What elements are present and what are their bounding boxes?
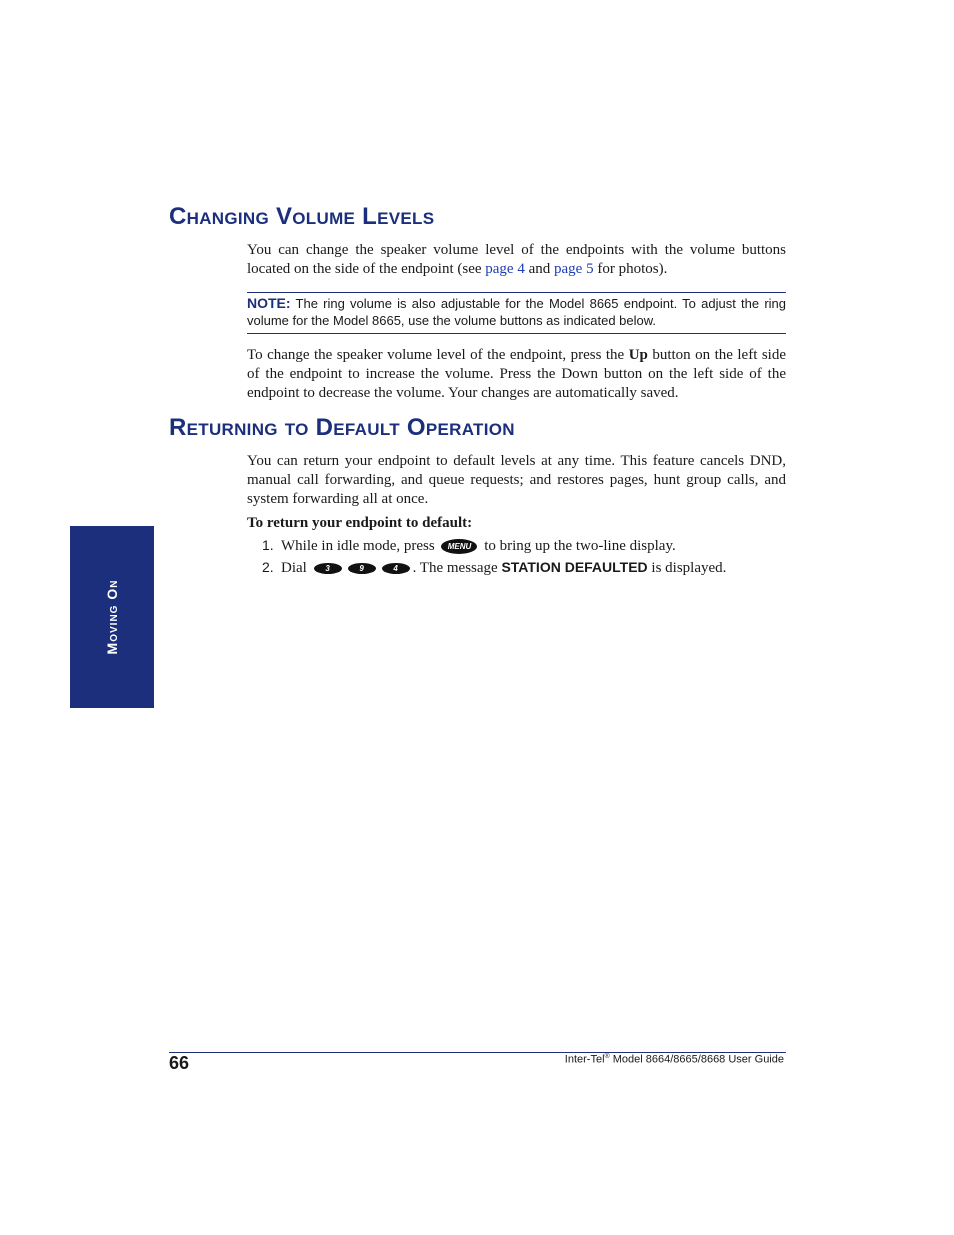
up-button-label: Up xyxy=(628,347,648,363)
step-1-number: 1. xyxy=(262,537,274,553)
registered-mark: ® xyxy=(604,1053,610,1060)
step-2-text-middle: . The message xyxy=(412,560,502,576)
key-9-icon: 9 xyxy=(348,563,376,574)
step-2-text-before: Dial xyxy=(281,560,311,576)
returning-default-intro: You can return your endpoint to default levels at any time. This feature cancels DND, manual call forwarding, and queue requests; and restores pages, hunt group calls, and system forwarding all at once. xyxy=(247,453,786,507)
page-4-link[interactable]: page 4 xyxy=(485,261,525,277)
para2-text-before: To change the speaker volume level of the endpoint, press the xyxy=(247,347,629,363)
page-5-link[interactable]: page 5 xyxy=(554,261,594,277)
key-4-icon: 4 xyxy=(382,563,410,574)
step-2-number: 2. xyxy=(262,559,274,575)
station-defaulted-message: STATION DEFAULTED xyxy=(501,559,648,575)
para2-text-after: button on the left side of the endpoint to increase the volume. Press the Down button on the left side of the endpoint to decrease the volume. Your changes are automatically saved. xyxy=(247,347,787,401)
procedure-step-2 xyxy=(262,558,726,578)
footer-guide-title xyxy=(565,1053,784,1066)
note-label: NOTE: xyxy=(247,295,291,311)
intro-text-before: You can change the speaker volume level of the endpoints with the volume buttons located on the side of the endpoint (see xyxy=(247,242,786,277)
note-box xyxy=(247,292,786,334)
step-1-text-before: While in idle mode, press xyxy=(281,538,439,554)
page-number: 66 xyxy=(169,1053,190,1073)
step-1-text-after: to bring up the two-line display. xyxy=(480,538,676,554)
intro-text-middle: and xyxy=(524,261,555,277)
menu-key-icon: MENU xyxy=(441,539,477,554)
section-heading-changing-volume: Changing Volume Levels xyxy=(169,203,435,230)
key-3-icon: 3 xyxy=(314,563,342,574)
section-heading-returning-default: Returning to Default Operation xyxy=(169,414,515,441)
procedure-step-1 xyxy=(262,536,676,556)
chapter-side-tab-label: Moving On xyxy=(104,579,120,655)
chapter-side-tab xyxy=(70,526,154,708)
intro-text-after: for photos). xyxy=(593,261,668,277)
changing-volume-instructions xyxy=(247,346,786,403)
footer-brand: Inter-Tel xyxy=(564,1053,605,1066)
procedure-title: To return your endpoint to default: xyxy=(247,515,473,531)
changing-volume-intro xyxy=(247,241,786,279)
step-2-text-after: is displayed. xyxy=(647,560,727,576)
note-text: The ring volume is also adjustable for the Model 8665 endpoint. To adjust the ring volume for the Model 8665, use the volume buttons as indicated below. xyxy=(247,296,786,328)
footer-title-text: Model 8664/8665/8668 User Guide xyxy=(609,1053,784,1066)
